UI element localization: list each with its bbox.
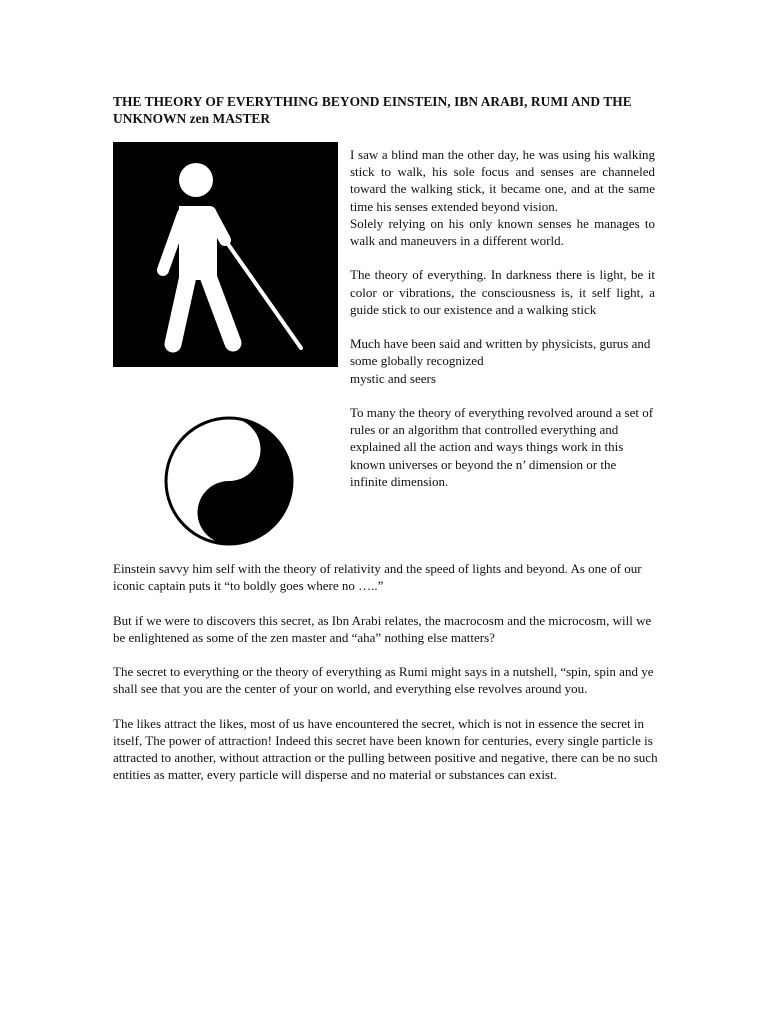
blind-man-with-cane-icon: [113, 142, 338, 367]
paragraph-mystics: mystic and seers: [350, 370, 436, 386]
paragraph-blind-man: I saw a blind man the other day, he was using his walking stick to walk, his sole focus and senses are channeled toward the walking stick, it became one, and at the same time his senses extended beyond vision.: [350, 147, 655, 214]
paragraph-ibn-arabi: But if we were to discovers this secret, as Ibn Arabi relates, the macrocosm and the microcosm, will we be enlightened as some of the zen master and “aha” nothing else matters?: [113, 612, 652, 645]
paragraph-senses: Solely relying on his only known senses he manages to walk and maneuvers in a different world.: [350, 215, 655, 249]
side-column: [350, 146, 655, 490]
paragraph-rules-algorithm: To many the theory of everything revolved around a set of rules or an algorithm that controlled everything and explained all the action and ways things work in this known universes or beyond the n’ dimension or the infinite dimension.: [350, 405, 654, 489]
document-title: THE THEORY OF EVERYTHING BEYOND EINSTEIN, IBN ARABI, RUMI AND THE UNKNOWN zen MASTER: [113, 94, 632, 126]
paragraph-darkness-light: The theory of everything. In darkness there is light, be it color or vibrations, the consciousness is, it self light, a guide stick to our existence and a walking stick: [350, 267, 655, 317]
paragraph-physicists: Much have been said and written by physicists, gurus and some globally recognized: [350, 336, 651, 369]
yin-yang-icon: [163, 415, 295, 547]
paragraph-einstein: Einstein savvy him self with the theory of relativity and the speed of lights and beyond. As one of our iconic captain puts it “to boldly goes where no …..”: [113, 561, 642, 594]
paragraph-rumi: The secret to everything or the theory of everything as Rumi might says in a nutshell, “spin, spin and ye shall see that you are the center of your on world, and everything else revolves around you.: [113, 664, 654, 697]
paragraph-attraction: The likes attract the likes, most of us have encountered the secret, which is not in essence the secret in itself, The power of attraction! Indeed this secret have been known for centuries, every single particle is attracted to another, without attraction or the pulling between positive and negative, there can be no such entities as matter, every particle will disperse and no material or substances can exist.: [113, 715, 658, 783]
main-body: [113, 560, 658, 801]
